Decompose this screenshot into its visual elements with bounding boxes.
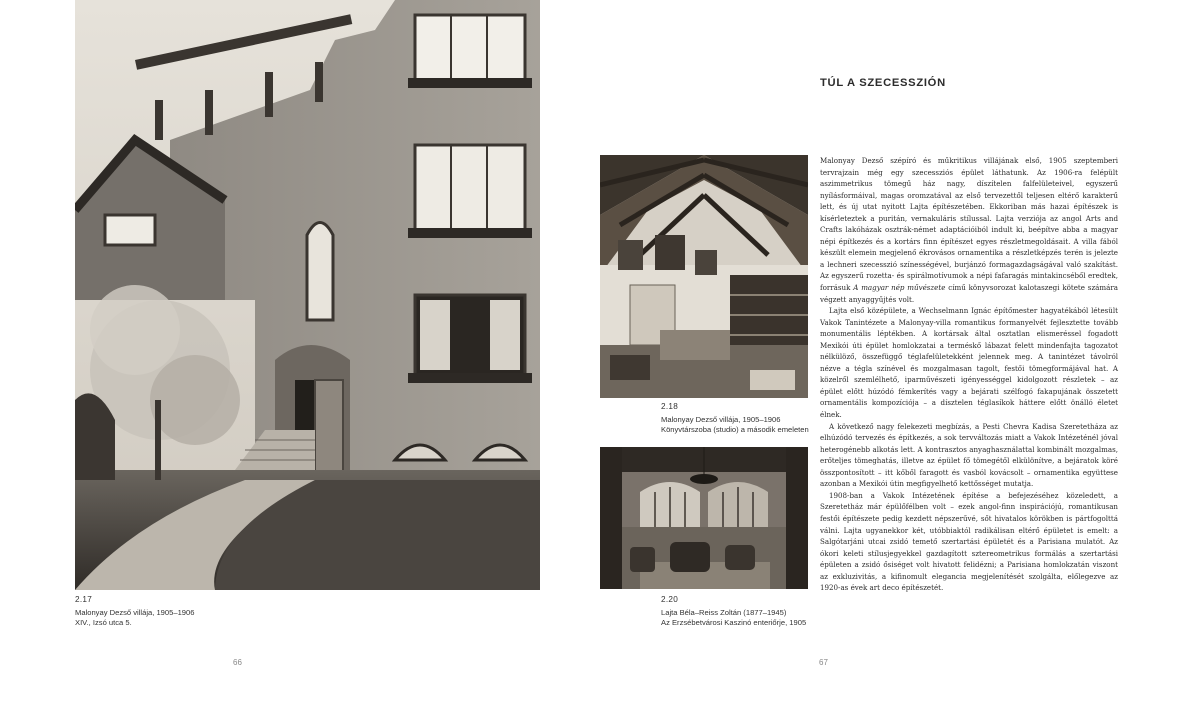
caption-line: Malonyay Dezső villája, 1905–1906 xyxy=(75,607,195,617)
section-title: TÚL A SZECESSZIÓN xyxy=(820,77,946,89)
paragraph-text: Malonyay Dezső szépíró és műkritikus villájának első, 1905 szeptemberi tervrajzain még egy szecessziós épület láthatunk. Az 1906-ra felépült aszimmetrikus tömegű ház nagy, díszítelen falfelületeivel, egyszerű nyílásformáival, magas oromzatával az első tervezettől teljesen eltérő karakterű lett, és új utat nyitott Lajta építészetében. Ekkoriban más hazai építészek is kísérleteztek a puritán, vernakuláris stílussal. Lajta verziója az angol Arts and Crafts lakóházak osztrák-német adaptációiból indult ki, beépítve abba a magyar népi építkezés és a kortárs finn építészet egyes részletmegoldásait. A villa fából készült elemein megjelenő ékrovásos ornamentika a részletképzés terén is jelezte a lechneri szecesszió színességével, burjánzó formagazdagságával való szakítást. Az egyszerű rozetta- és spirálmotívumok a népi fafaragás mintakincséből eredtek, forrásuk xyxy=(820,156,1118,293)
studio-interior-photo xyxy=(600,155,808,398)
caption-line: Az Erzsébetvárosi Kaszinó enteriőrje, 1905 xyxy=(661,618,807,627)
figure-number: 2.17 xyxy=(75,595,93,604)
figure-2-20-caption xyxy=(661,595,821,629)
paragraph-text: című könyvsorozat kalotaszegi kötete számára végzett anyaggyűjtés volt. xyxy=(820,283,1118,304)
paragraph: A következő nagy felekezeti megbízás, a Pesti Chevra Kadisa Szeretetháza az elhúzódó tervezés és építkezés, a sok tervváltozás miatt a Vakok Intézeténél jóval heterogénebb alkotás lett. A kontrasztos anyaghasználattal kombinált mozgalmas, erőteljes tömeghatás, illetve az épület fő tömegétől elkülönítve, a bejáratok köré összpontosított – itt kőből faragott és vasból kovácsolt – ornamentika együttese azonban a Mexikói útin megfigyelhető kettősséget mutatja. xyxy=(820,421,1118,489)
caption-line: Könyvtárszoba (studio) a második emeleten xyxy=(661,425,809,434)
caption-line: Malonyay Dezső villája, 1905–1906 xyxy=(661,414,781,424)
paragraph xyxy=(820,155,1118,305)
figure-number: 2.18 xyxy=(661,402,679,411)
villa-exterior-photo xyxy=(75,0,540,590)
page-number-left: 66 xyxy=(233,658,242,667)
book-title-italic: A magyar nép művészete xyxy=(853,283,946,293)
paragraph: 1908-ban a Vakok Intézetének építése a befejezéséhez közeledett, a Szeretetház már épülőfélben volt – ezek angol-finn inspirációjú, romantikusan festői építészete pedig kezdett népszerűvé, sőt hivatalos körökben is pártfogolttá válni. Lajta ugyanekkor két, utóbbiaktól radikálisan eltérő épületet is emelt: a Salgótarjáni utcai zsidó temető szertartási épületét és a Parisiana mulatót. Az ókori keleti stílusjegyekkel gazdagított sztereometrikus formálás a szertartási épületen a zsidó ősiséget volt hivatott felidézni; a Parisiana homlokzatán viszont az exkluzivitás, a kifinomult elegancia megjelenítését szolgálta, előlegezve az 1920-as évek art deco építészetét. xyxy=(820,490,1118,593)
caption-line: Lajta Béla–Reiss Zoltán (1877–1945) xyxy=(661,607,787,617)
figure-2-18-caption xyxy=(661,402,821,436)
caption-line: XIV., Izsó utca 5. xyxy=(75,618,132,627)
page-number-right: 67 xyxy=(819,658,828,667)
paragraph: Lajta első középülete, a Wechselmann Ignác építőmester hagyatékából létesült Vakok Tanintézete a Malonyay-villa romantikus formanyelvét fejlesztette tovább monumentális léptékben. A kortársak által osztatlan elismeréssel fogadott Mexikói úti épület homlokzatai a terméskő lábazat felett mindenfajta tagozatot nélkülöző, összefüggő téglafelületekként jelennek meg. A tanintézet távolról nézve a tégla színével és mozgalmasan tagolt, festői tömegformájával hat. A közelről szemlélhető, iparművészeti igényességgel kidolgozott részletek – az épület előtt húzódó fémkerítés vagy a bejárati szélfogó fakapujának összetett ornamentális kompozíciója – a dísztelen téglasíkok háttere előtt önálló életet élnek. xyxy=(820,306,1118,420)
body-text xyxy=(820,155,1118,594)
figure-number: 2.20 xyxy=(661,595,679,604)
casino-interior-photo xyxy=(600,447,808,589)
figure-2-17-caption xyxy=(75,595,295,629)
